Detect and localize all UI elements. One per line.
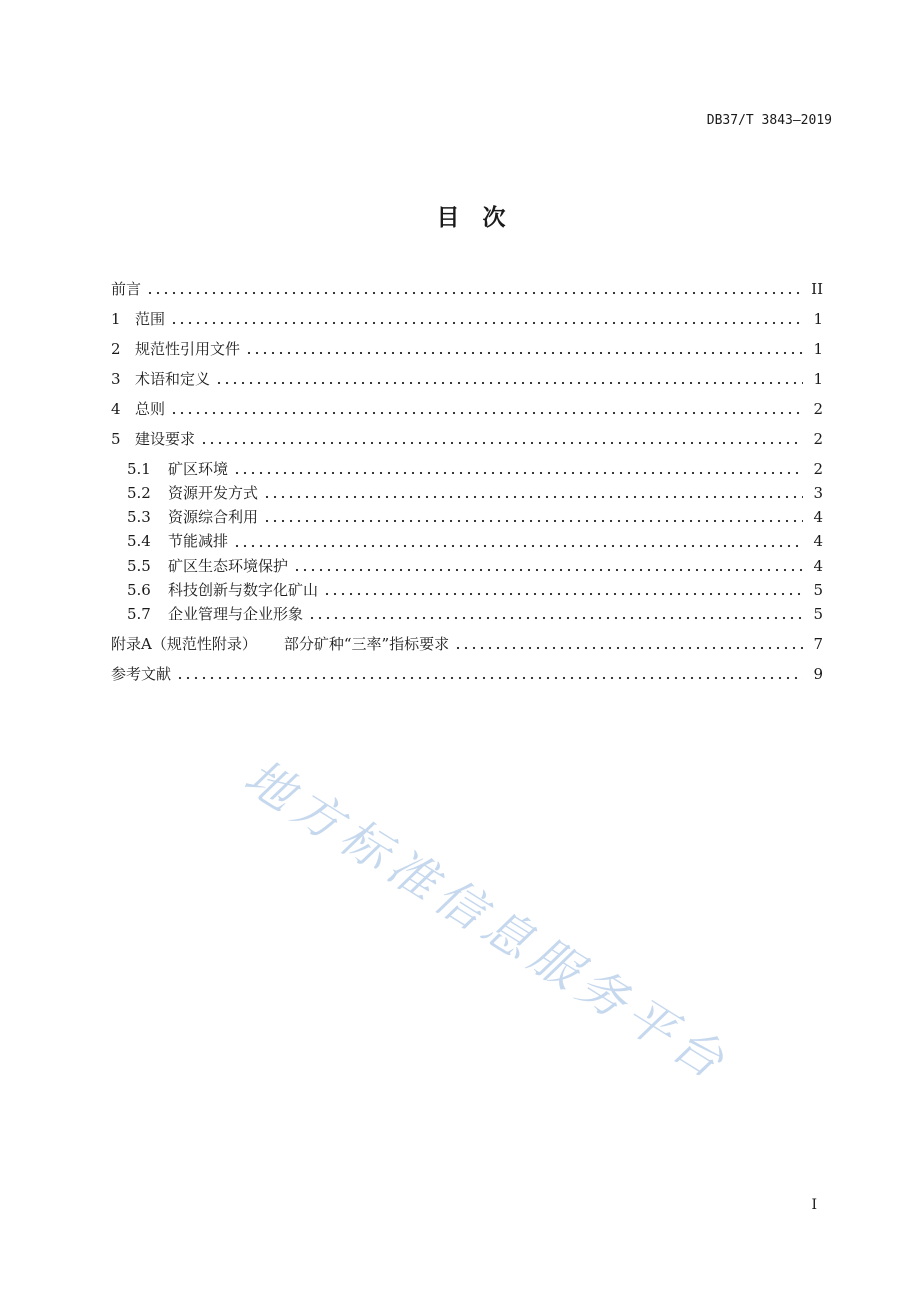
toc-entry-page: 5 (813, 580, 823, 599)
toc-entry-number: 1 (111, 310, 121, 328)
toc-entry-page: 4 (813, 556, 823, 575)
toc-entry-foreword[interactable] (111, 274, 823, 304)
toc-entry-title: 总则 (135, 400, 166, 418)
toc-entry-number: 5.4 (127, 532, 151, 551)
toc-entry-appendix-label: 附录A（规范性附录） (111, 635, 257, 654)
toc-entry-title: 资源开发方式 (168, 484, 259, 503)
toc-entry-page: 9 (813, 665, 823, 684)
toc-dot-leader (308, 602, 803, 626)
toc-entry-scope[interactable] (111, 304, 823, 334)
toc-entry-construction-requirements[interactable] (111, 424, 823, 454)
toc-entry-title: 部分矿种“三率”指标要求 (283, 635, 450, 654)
toc-entry-enterprise-management-image[interactable] (111, 602, 823, 626)
toc-entry-appendix-a[interactable] (111, 629, 823, 659)
toc-entry-title: 范围 (135, 310, 166, 328)
toc-entry-title: 术语和定义 (135, 370, 211, 388)
toc-entry-energy-saving-emission-reduction[interactable] (111, 529, 823, 553)
page-number: I (811, 1197, 817, 1213)
toc-entry-title: 前言 (111, 280, 142, 298)
toc-entry-number: 2 (111, 340, 121, 358)
toc-entry-title: 参考文献 (111, 665, 172, 684)
toc-entry-number: 5.1 (127, 460, 151, 478)
toc-dot-leader (170, 394, 803, 424)
toc-entry-mining-area-environment[interactable] (111, 457, 823, 481)
toc-entry-bibliography[interactable] (111, 659, 823, 689)
toc-entry-terms-and-definitions[interactable] (111, 364, 823, 394)
toc-entry-title: 节能减排 (168, 532, 229, 551)
watermark: 地方标准信息服务平台 (234, 748, 740, 1094)
toc-subsection-group (111, 454, 823, 629)
toc-dot-leader (454, 629, 803, 659)
toc-entry-title: 企业管理与企业形象 (168, 604, 304, 623)
toc-entry-number: 5 (111, 430, 121, 448)
toc-dot-leader (233, 529, 803, 553)
toc-dot-leader (323, 578, 803, 602)
toc-entry-tech-innovation-digital-mine[interactable] (111, 578, 823, 602)
toc-entry-normative-references[interactable] (111, 334, 823, 364)
toc-entry-page: 7 (813, 635, 823, 654)
toc-entry-page: 1 (813, 310, 823, 328)
toc-entry-page: 5 (813, 604, 823, 623)
toc-entry-general-principles[interactable] (111, 394, 823, 424)
toc-entry-number: 5.2 (127, 484, 151, 503)
table-of-contents (111, 274, 823, 689)
toc-entry-page: 1 (813, 370, 823, 388)
toc-entry-number: 5.7 (127, 604, 151, 623)
toc-entry-number: 4 (111, 400, 121, 418)
toc-entry-number: 3 (111, 370, 121, 388)
toc-dot-leader (233, 457, 803, 481)
toc-dot-leader (263, 505, 803, 529)
toc-entry-title: 科技创新与数字化矿山 (168, 580, 319, 599)
toc-entry-title: 建设要求 (135, 430, 196, 448)
toc-entry-title: 矿区环境 (168, 460, 229, 478)
toc-entry-page: 1 (813, 340, 823, 358)
toc-entry-number: 5.6 (127, 580, 151, 599)
toc-entry-page: 2 (813, 400, 823, 418)
toc-entry-resource-comprehensive-utilization[interactable] (111, 505, 823, 529)
toc-dot-leader (176, 659, 803, 689)
toc-dot-leader (170, 304, 803, 334)
toc-entry-page: 3 (813, 484, 823, 503)
toc-dot-leader (146, 274, 801, 304)
toc-dot-leader (215, 364, 803, 394)
toc-entry-resource-development-mode[interactable] (111, 481, 823, 505)
toc-entry-page: 4 (813, 532, 823, 551)
toc-entry-mining-ecological-protection[interactable] (111, 554, 823, 578)
toc-entry-title: 矿区生态环境保护 (168, 556, 289, 575)
toc-entry-page: 4 (813, 508, 823, 527)
toc-dot-leader (263, 481, 803, 505)
toc-entry-title: 资源综合利用 (168, 508, 259, 527)
toc-entry-page: 2 (813, 430, 823, 448)
toc-entry-page: 2 (813, 460, 823, 478)
document-code: DB37/T 3843—2019 (706, 113, 832, 128)
toc-entry-title: 规范性引用文件 (135, 340, 241, 358)
toc-entry-number: 5.3 (127, 508, 151, 527)
toc-entry-page: II (811, 280, 823, 298)
page-title: 目 次 (436, 205, 506, 231)
toc-dot-leader (200, 424, 803, 454)
toc-dot-leader (293, 554, 803, 578)
toc-dot-leader (245, 334, 803, 364)
toc-entry-number: 5.5 (127, 556, 151, 575)
